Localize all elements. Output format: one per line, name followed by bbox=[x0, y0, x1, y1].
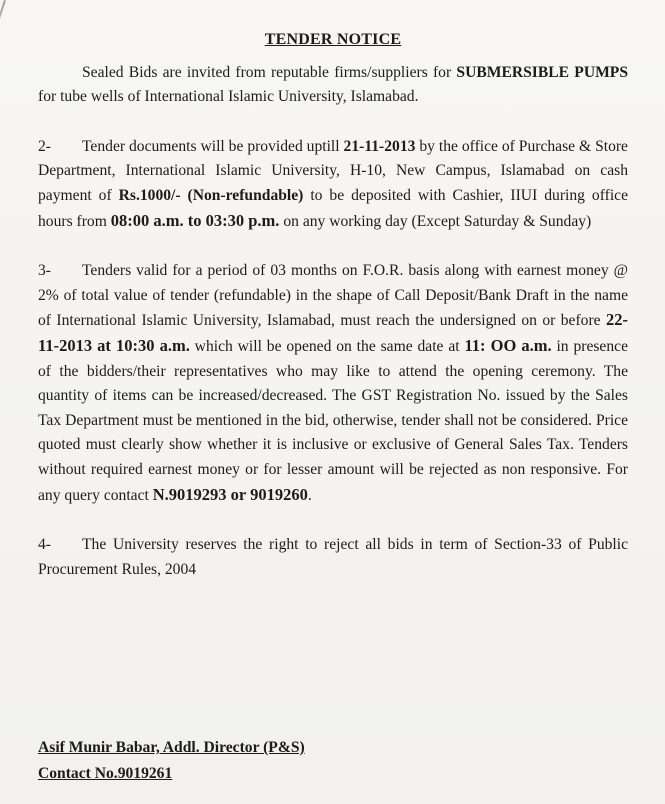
p1-text-2: for tube wells of International Islamic University, Islamabad. bbox=[38, 88, 419, 106]
p3-opening-time: 11: OO a.m. bbox=[464, 335, 552, 355]
signatory-name: Asif Munir Babar, Addl. Director (P&S) bbox=[38, 739, 305, 756]
signatory-contact: Contact No.9019261 bbox=[38, 765, 173, 782]
scan-edge-mark bbox=[0, 0, 6, 67]
p3-contact-numbers: N.9019293 or 9019260 bbox=[152, 484, 308, 504]
notice-body bbox=[38, 28, 628, 607]
notice-title: TENDER NOTICE bbox=[264, 31, 402, 48]
p1-item-name: SUBMERSIBLE PUMPS bbox=[456, 63, 628, 81]
p2-text-4: on any working day (Except Saturday & Sunday) bbox=[279, 212, 592, 230]
p2-text-2: by the office of Purchase & Store Department, International Islamic University, H-10, New Campus, Islamabad on cash payment of bbox=[38, 137, 628, 204]
p3-submission-deadline: 22-11-2013 at 10:30 a.m. bbox=[38, 310, 628, 355]
p2-fee: Rs.1000/- (Non-refundable) bbox=[118, 186, 304, 204]
p2-text-1: Tender documents will be provided uptill bbox=[82, 137, 344, 155]
paragraph-1 bbox=[38, 61, 628, 110]
paragraph-3 bbox=[38, 259, 628, 508]
p4-number: 4- bbox=[38, 536, 51, 554]
p3-text-2: which will be opened on the same date at bbox=[189, 337, 465, 355]
p3-text-1: Tenders valid for a period of 03 months on F.O.R. basis along with earnest money @ 2% of total value of tender (refundable) in the shape of Call Deposit/Bank Draft in the name of International Islamic University, Islamabad, must reach the undersigned on or before bbox=[38, 262, 628, 330]
p1-text-1: Sealed Bids are invited from reputable firms/suppliers for bbox=[82, 63, 457, 81]
paragraph-2 bbox=[38, 135, 628, 234]
p2-deadline-date: 21-11-2013 bbox=[343, 137, 416, 155]
p3-text-4: . bbox=[307, 486, 312, 504]
p4-text-1: The University reserves the right to reject all bids in term of Section-33 of Public Procurement Rules, 2004 bbox=[38, 536, 628, 578]
p2-number: 2- bbox=[38, 137, 51, 155]
p3-number: 3- bbox=[38, 262, 51, 280]
signature-block bbox=[38, 735, 305, 787]
p2-text-3: to be deposited with Cashier, IIUI during office hours from bbox=[38, 186, 628, 230]
p2-office-hours: 08:00 a.m. to 03:30 p.m. bbox=[110, 210, 280, 230]
p3-text-3: in presence of the bidders/their representatives who may like to attend the opening ceremony. The quantity of items can be increased/decreased. The GST Registration No. issued by the Sales Tax Department must be mentioned in the bid, otherwise, tender shall not be considered. Price quoted must clearly show whether it is inclusive or exclusive of General Sales Tax. Tenders without required earnest money or for lesser amount will be rejected as non responsive. For any query contact bbox=[38, 337, 628, 504]
paragraph-4 bbox=[38, 533, 628, 582]
